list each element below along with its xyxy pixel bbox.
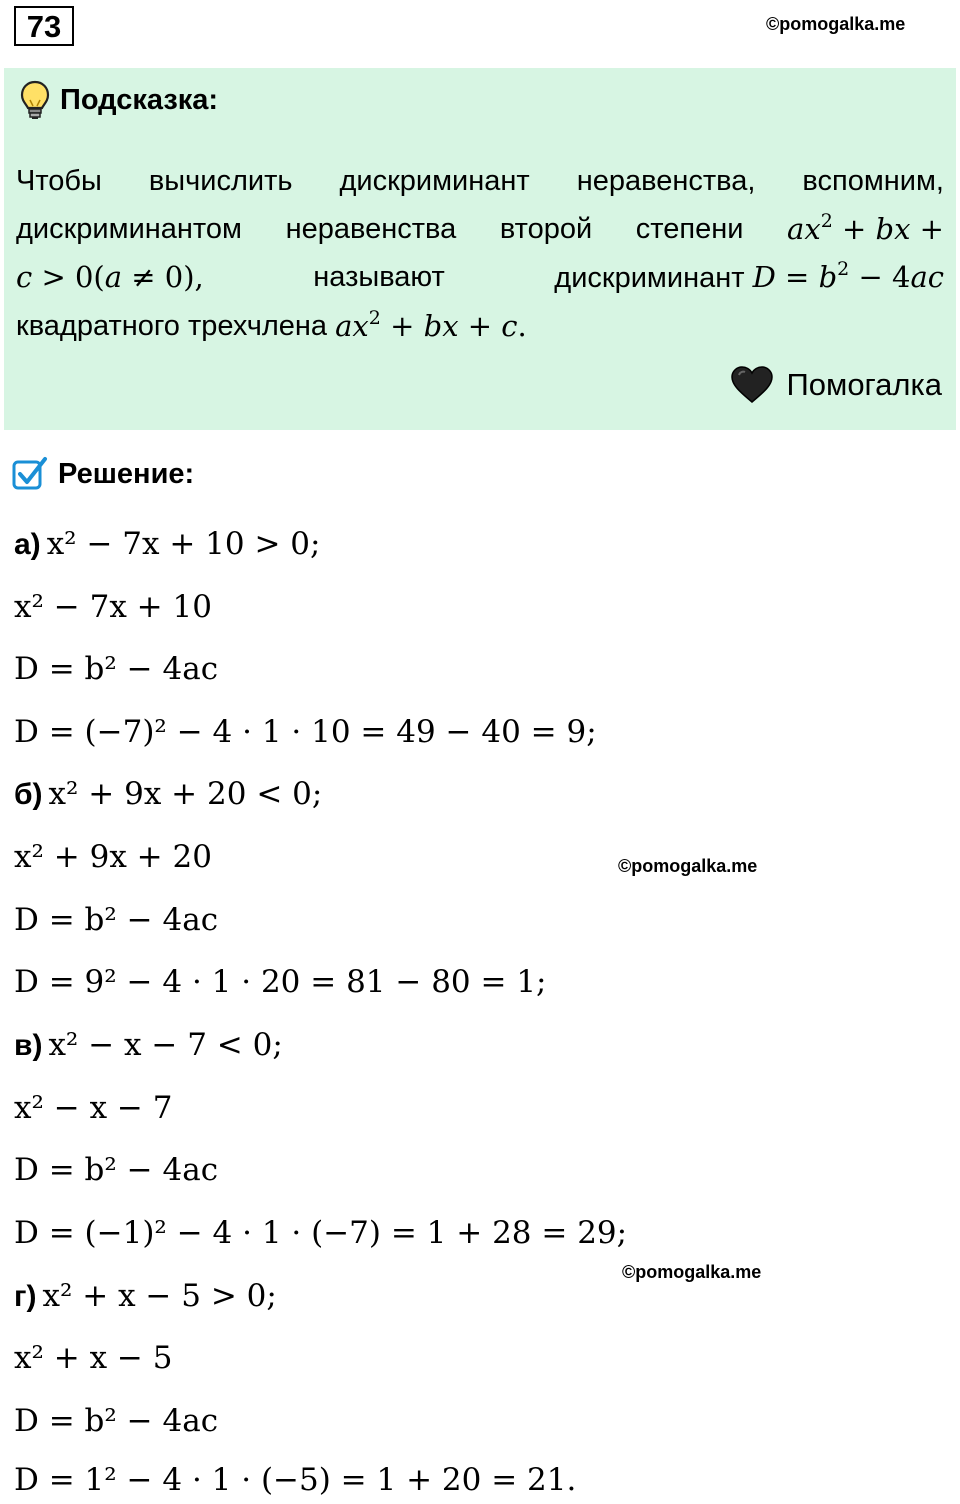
heart-icon [730,366,774,404]
part-g-task [14,1272,277,1320]
hint-word: вспомним, [802,165,944,197]
part-g-trinomial: x² + x − 5 [14,1340,173,1376]
hint-word: вычислить [148,165,293,197]
task-number: 73 [14,6,74,46]
part-g-discriminant: D = 1² − 4 · 1 · (−5) = 1 + 20 = 21. [14,1462,577,1498]
part-b-task-expr: x² + 9x + 20 < 0; [48,776,323,812]
part-b-formula: D = b² − 4ac [14,902,219,938]
hint-word: неравенства, [576,165,756,197]
watermark: ©pomogalka.me [766,14,906,34]
watermark: ©pomogalka.me [622,1262,762,1282]
hint-line-4 [16,302,944,350]
part-label: в) [14,1029,43,1062]
part-label: а) [14,528,41,561]
part-g-task-expr: x² + x − 5 > 0; [42,1278,277,1314]
part-a-task [14,520,320,568]
hint-word: Чтобы [16,165,102,197]
hint-text [16,157,944,350]
hint-discriminant-phrase [554,253,944,302]
hint-line-3 [16,253,944,302]
part-v-task-expr: x² − x − 7 < 0; [48,1027,283,1063]
part-v-task [14,1021,283,1069]
part-a-trinomial: x² − 7x + 10 [14,589,212,625]
lightbulb-icon [20,80,50,120]
hint-formula-condition: c > 0(a ≠ 0), [16,260,204,294]
hint-formula-trinomial: $ax^2$ + bx + c. [335,307,527,343]
hint-box [4,68,956,430]
hint-word: степени [635,213,744,245]
hint-formula-inequality: $ax^2$ + bx + [787,210,944,246]
part-a-discriminant: D = (−7)² − 4 · 1 · 10 = 49 − 40 = 9; [14,714,597,750]
part-b-discriminant: D = 9² − 4 · 1 · 20 = 81 − 80 = 1; [14,964,547,1000]
part-b-trinomial: x² + 9x + 20 [14,839,212,875]
hint-word: называют [313,261,445,293]
part-a-formula: D = b² − 4ac [14,651,219,687]
brand [730,366,942,404]
hint-word: дискриминант [339,165,530,197]
solution-header [12,456,194,492]
part-label: б) [14,778,43,811]
part-v-discriminant: D = (−1)² − 4 · 1 · (−7) = 1 + 28 = 29; [14,1215,628,1251]
hint-word: неравенства [285,213,457,245]
hint-formula-discriminant: $D = b^2 - 4ac$ [752,258,944,294]
hint-header [20,80,218,120]
part-a-task-expr: x² − 7x + 10 > 0; [46,526,321,562]
hint-word: дискриминант [554,262,745,294]
hint-word: второй [499,213,593,245]
solution-title: Решение: [58,457,195,490]
part-b-task [14,770,322,818]
checkbox-checked-icon [12,456,48,492]
part-v-formula: D = b² − 4ac [14,1152,219,1188]
hint-line-2 [16,205,944,253]
hint-title: Подсказка: [60,83,219,116]
part-v-trinomial: x² − x − 7 [14,1090,173,1126]
hint-line-1 [16,157,944,205]
part-g-formula: D = b² − 4ac [14,1403,219,1439]
brand-name: Помогалка [786,367,942,402]
part-label: г) [14,1280,37,1313]
hint-word: квадратного трехчлена [16,310,328,342]
watermark: ©pomogalka.me [618,856,758,876]
hint-word: дискриминантом [16,213,242,245]
